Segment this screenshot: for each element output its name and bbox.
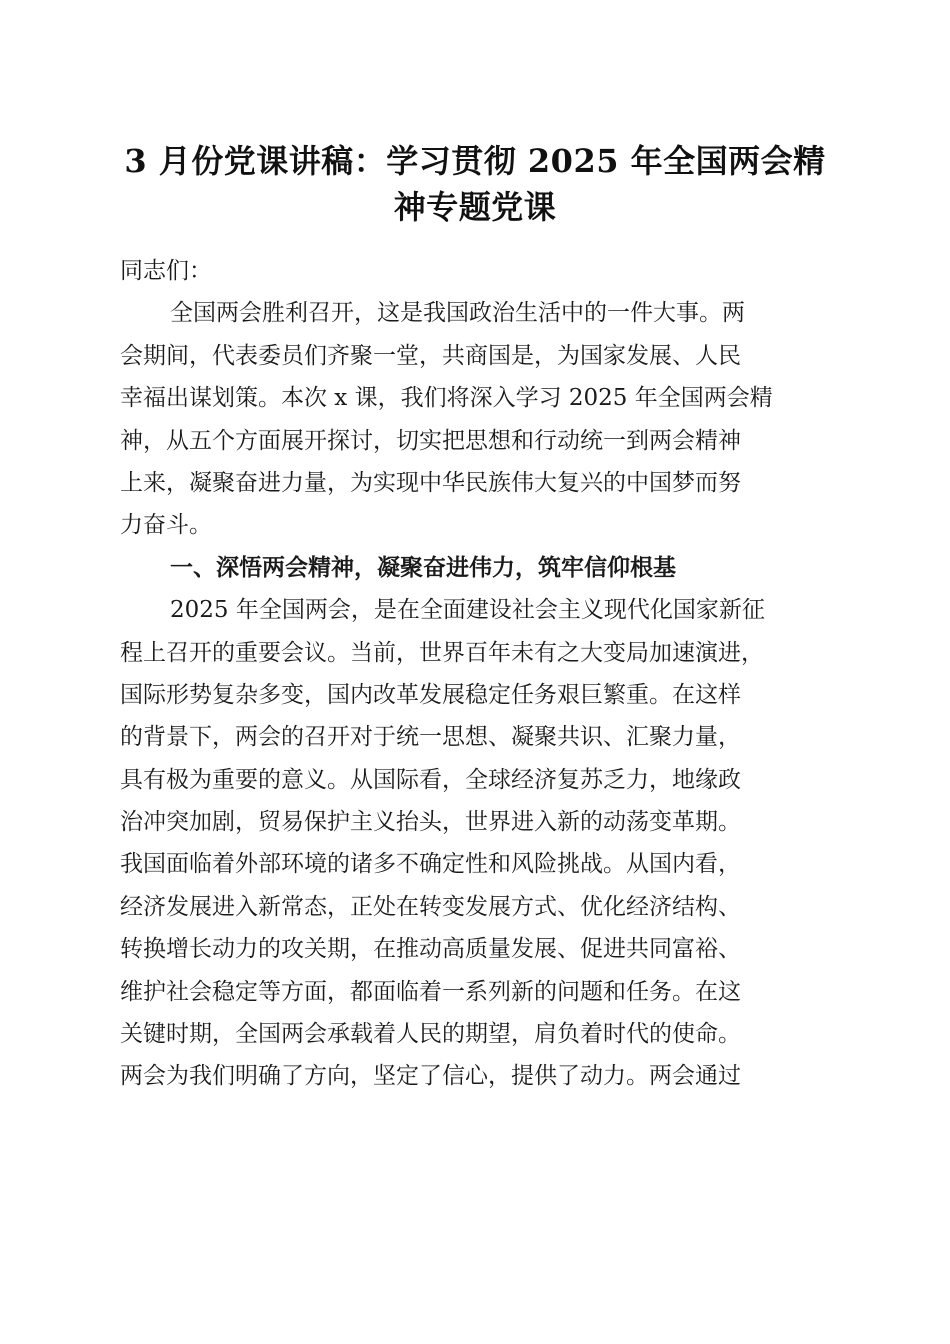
paragraph-line: 2025 年全国两会，是在全面建设社会主义现代化国家新征 [170,597,765,624]
title-line-1: 3 月份党课讲稿：学习贯彻 2025 年全国两会精 [124,142,826,180]
paragraph-line: 程上召开的重要会议。当前，世界百年未有之大变局加速演进， [120,639,764,666]
paragraph-line: 幸福出谋划策。本次 x 课，我们将深入学习 2025 年全国两会精 [120,385,773,412]
title-line-2: 神专题党课 [393,188,557,226]
document-title [100,138,850,230]
paragraph-line: 转换增长动力的攻关期，在推动高质量发展、促进共同富裕、 [120,936,741,963]
paragraph-line: 国际形势复杂多变，国内改革发展稳定任务艰巨繁重。在这样 [120,681,741,708]
paragraph-line: 维护社会稳定等方面，都面临着一系列新的问题和任务。在这 [120,978,741,1005]
paragraph-line: 治冲突加剧，贸易保护主义抬头，世界进入新的动荡变革期。 [120,809,741,836]
document-body [120,250,840,1098]
paragraph-line: 具有极为重要的意义。从国际看，全球经济复苏乏力，地缘政 [120,766,741,793]
paragraph-line: 我国面临着外部环境的诸多不确定性和风险挑战。从国内看， [120,851,741,878]
paragraph-line: 的背景下，两会的召开对于统一思想、凝聚共识、汇聚力量， [120,724,741,751]
paragraph-line: 关键时期，全国两会承载着人民的期望，肩负着时代的使命。 [120,1021,741,1048]
paragraph-line: 经济发展进入新常态，正处在转变发展方式、优化经济结构、 [120,893,741,920]
paragraph-line: 神，从五个方面展开探讨，切实把思想和行动统一到两会精神 [120,427,741,454]
paragraph-line: 两会为我们明确了方向，坚定了信心，提供了动力。两会通过 [120,1063,741,1090]
section-1-paragraph [120,589,840,1098]
salutation: 同志们： [120,258,212,284]
paragraph-line: 会期间，代表委员们齐聚一堂，共商国是，为国家发展、人民 [120,342,741,369]
paragraph-line: 上来，凝聚奋进力量，为实现中华民族伟大复兴的中国梦而努 [120,469,741,496]
paragraph-line: 全国两会胜利召开，这是我国政治生活中的一件大事。两 [170,300,745,327]
intro-paragraph [120,292,840,546]
section-1-heading: 一、深悟两会精神，凝聚奋进伟力，筑牢信仰根基 [170,554,676,581]
paragraph-line: 力奋斗。 [120,512,212,539]
